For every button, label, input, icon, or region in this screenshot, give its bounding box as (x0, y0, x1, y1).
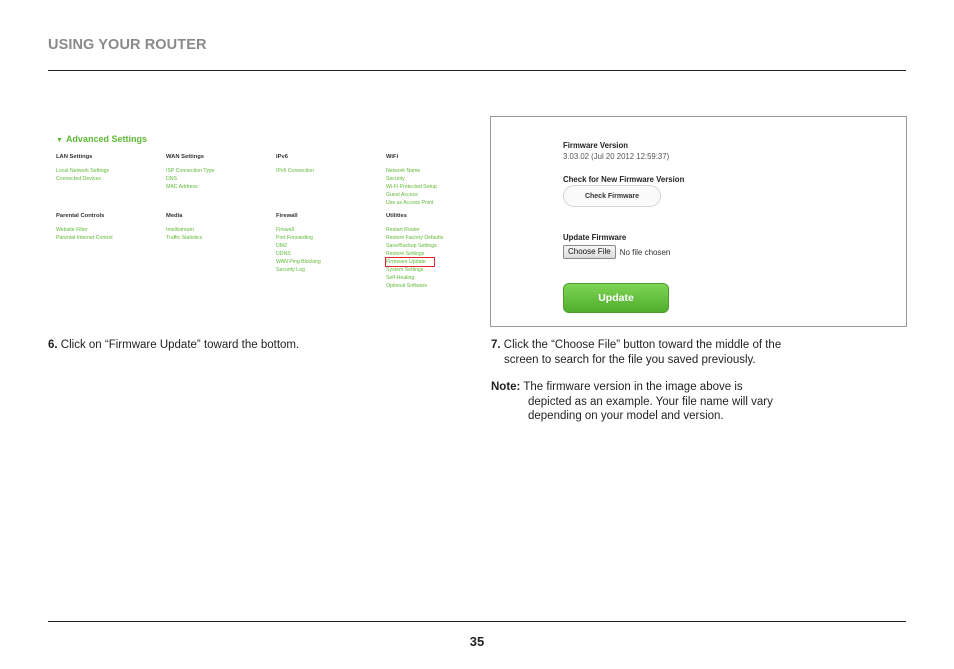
update-button[interactable]: Update (563, 283, 669, 313)
menu-link[interactable]: Intellistream (166, 227, 194, 233)
advanced-settings-screenshot (48, 124, 458, 290)
menu-link[interactable]: ISP Connection Type (166, 168, 215, 174)
menu-link[interactable]: Security Log (276, 267, 305, 273)
menu-link[interactable]: Optional Software (386, 283, 428, 289)
page-header: USING YOUR ROUTER (48, 37, 207, 53)
step-6 (48, 338, 299, 353)
menu-column-utilities (386, 212, 491, 290)
menu-link[interactable]: Use as Access Point (386, 200, 434, 206)
step-text: screen to search for the file you saved previously. (504, 354, 756, 366)
note (491, 380, 851, 424)
file-status-text: No file chosen (619, 247, 671, 257)
menu-heading: Utilities (386, 213, 407, 219)
menu-link[interactable]: Traffic Statistics (166, 235, 203, 241)
firmware-version-value: 3.03.02 (Jul 20 2012 12:59:37) (563, 152, 670, 161)
menu-link[interactable]: Restore Settings (386, 251, 425, 257)
menu-link[interactable]: Port Forwarding (276, 235, 313, 241)
check-firmware-button[interactable]: Check Firmware (563, 185, 661, 207)
menu-link[interactable]: Restart Router (386, 227, 420, 233)
menu-link[interactable]: Guest Access (386, 192, 418, 198)
menu-column-firewall (276, 212, 381, 274)
menu-heading: Parental Controls (56, 213, 105, 219)
step-number: 7. (491, 339, 501, 351)
step-7 (491, 338, 851, 368)
menu-link[interactable]: WAN Ping Blocking (276, 259, 321, 265)
note-label: Note: (491, 381, 521, 393)
menu-link[interactable]: IPv6 Connection (276, 168, 315, 174)
update-firmware-heading: Update Firmware (563, 233, 627, 242)
menu-column-wan (166, 153, 271, 191)
menu-column-wifi (386, 153, 491, 207)
menu-link[interactable]: Connected Devices (56, 176, 101, 182)
menu-link[interactable]: Website Filter (56, 227, 88, 233)
menu-link[interactable]: Save/Backup Settings (386, 243, 437, 249)
menu-column-parental (56, 212, 161, 242)
menu-link[interactable]: Network Name (386, 168, 421, 174)
menu-link[interactable]: Security (386, 176, 405, 182)
advanced-settings-title[interactable] (56, 134, 147, 144)
note-text: depending on your model and version. (528, 410, 724, 422)
note-text: The firmware version in the image above is (523, 381, 743, 393)
menu-link[interactable]: DNS (166, 176, 177, 182)
menu-link[interactable]: Parental Internet Control (56, 235, 113, 241)
advanced-settings-label: Advanced Settings (65, 134, 147, 144)
note-text: depicted as an example. Your file name will vary (528, 395, 773, 408)
step-number: 6. (48, 339, 58, 351)
menu-link[interactable]: Restore Factory Defaults (386, 235, 444, 241)
menu-column-lan (56, 153, 161, 183)
triangle-down-icon: ▼ (56, 137, 63, 144)
step-text: Click on “Firmware Update” toward the bottom. (60, 339, 300, 351)
menu-link[interactable]: MAC Address (166, 184, 198, 190)
menu-heading: Firewall (276, 213, 298, 219)
menu-heading: WiFi (386, 154, 399, 160)
menu-column-ipv6 (276, 153, 381, 175)
menu-heading: WAN Settings (166, 154, 205, 160)
header-divider (48, 70, 906, 71)
menu-link[interactable]: Wi-Fi Protected Setup (386, 184, 437, 190)
menu-link[interactable]: DMZ (276, 243, 288, 249)
menu-link[interactable]: Firewall (276, 227, 294, 233)
footer-divider (48, 621, 906, 622)
firmware-version-heading: Firmware Version (563, 141, 629, 150)
menu-link[interactable]: DDNS (276, 251, 291, 257)
menu-heading: IPv6 (276, 154, 288, 160)
file-chooser (563, 245, 670, 259)
check-firmware-heading: Check for New Firmware Version (563, 175, 685, 184)
menu-link[interactable]: Local Network Settings (56, 168, 110, 174)
choose-file-button[interactable]: Choose File (563, 245, 616, 259)
step-text: Click the “Choose File” button toward the middle of the (503, 339, 782, 351)
menu-column-media (166, 212, 271, 242)
firmware-panel-screenshot (490, 116, 907, 327)
menu-heading: Media (166, 213, 183, 219)
page-number: 35 (469, 634, 485, 649)
menu-link[interactable]: Self-Healing (386, 275, 415, 281)
menu-link[interactable]: System Settings (386, 267, 424, 273)
menu-heading: LAN Settings (56, 154, 93, 160)
firmware-update-link[interactable]: Firmware Update (386, 258, 434, 266)
